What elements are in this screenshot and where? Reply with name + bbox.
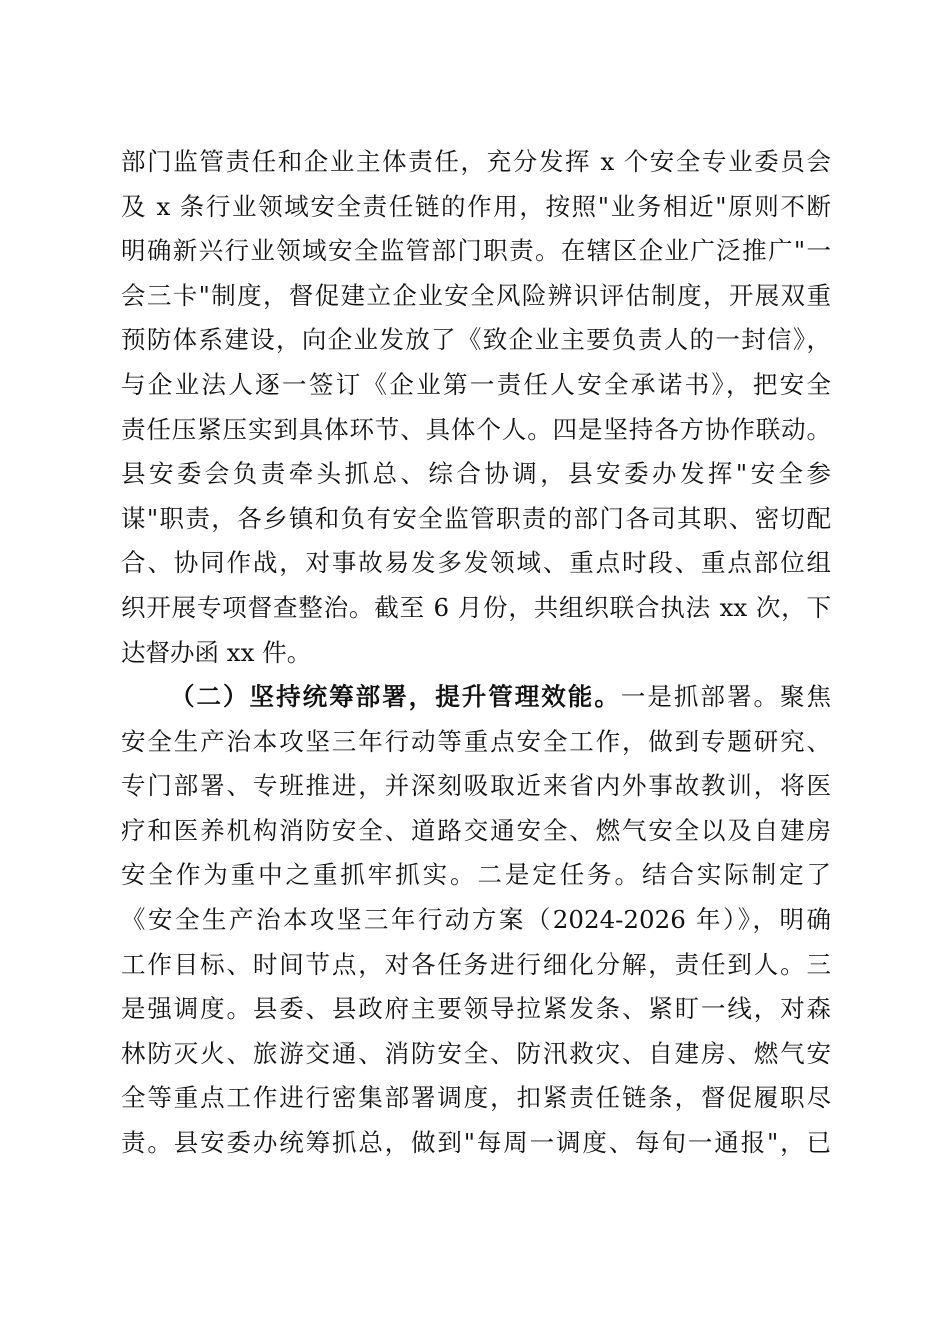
- text-line: 专门部署、专班推进，并深刻吸取近来省内外事故教训，将医: [121, 771, 831, 801]
- text-line: 织开展专项督查整治。截至 6 月份，共组织联合执法 xx 次，下: [121, 592, 831, 622]
- text-line: 责任压紧压实到具体环节、具体个人。四是坚持各方协作联动。: [121, 414, 831, 444]
- text-line: 与企业法人逐一签订《企业第一责任人安全承诺书》，把安全: [121, 369, 831, 399]
- text-line: 县安委会负责牵头抓总、综合协调，县安委办发挥"安全参: [121, 459, 831, 489]
- section-heading: （二）坚持统筹部署，提升管理效能。: [170, 682, 621, 711]
- text-line: 谋"职责，各乡镇和负有安全监管职责的部门各司其职、密切配: [121, 503, 831, 533]
- heading-line-rest: 一是抓部署。聚焦: [620, 682, 832, 711]
- paragraph-2-first-line: [121, 675, 831, 720]
- paragraph-2: [121, 675, 831, 1166]
- text-line: 安全生产治本攻坚三年行动等重点安全工作，做到专题研究、: [121, 726, 831, 756]
- text-line: 安全作为重中之重抓牢抓实。二是定任务。结合实际制定了: [121, 860, 831, 890]
- text-line: 明确新兴行业领域安全监管部门职责。在辖区企业广泛推广"一: [121, 236, 831, 266]
- text-line: 林防灭火、旅游交通、消防安全、防汛救灾、自建房、燃气安: [121, 1038, 831, 1068]
- text-line: 达督办函 xx 件。: [121, 637, 312, 667]
- text-line: 工作目标、时间节点，对各任务进行细化分解，责任到人。三: [121, 949, 831, 979]
- text-line: 及 x 条行业领域安全责任链的作用，按照"业务相近"原则不断: [121, 191, 831, 221]
- text-line: 部门监管责任和企业主体责任，充分发挥 x 个安全专业委员会: [121, 147, 831, 176]
- text-line: 《安全生产治本攻坚三年行动方案（2024-2026 年）》，明确: [121, 904, 831, 934]
- text-line: 会三卡"制度，督促建立企业安全风险辨识评估制度，开展双重: [121, 280, 831, 310]
- text-line: 预防体系建设，向企业发放了《致企业主要负责人的一封信》，: [121, 325, 831, 355]
- paragraph-1: [121, 140, 831, 675]
- text-line: 责。县安委办统筹抓总，做到"每周一调度、每旬一通报"，已: [121, 1127, 831, 1157]
- text-line: 全等重点工作进行密集部署调度，扣紧责任链条，督促履职尽: [121, 1083, 831, 1113]
- text-line: 是强调度。县委、县政府主要领导拉紧发条、紧盯一线，对森: [121, 994, 831, 1024]
- text-line: 疗和医养机构消防安全、道路交通安全、燃气安全以及自建房: [121, 815, 831, 845]
- text-line: 合、协同作战，对事故易发多发领域、重点时段、重点部位组: [121, 548, 831, 578]
